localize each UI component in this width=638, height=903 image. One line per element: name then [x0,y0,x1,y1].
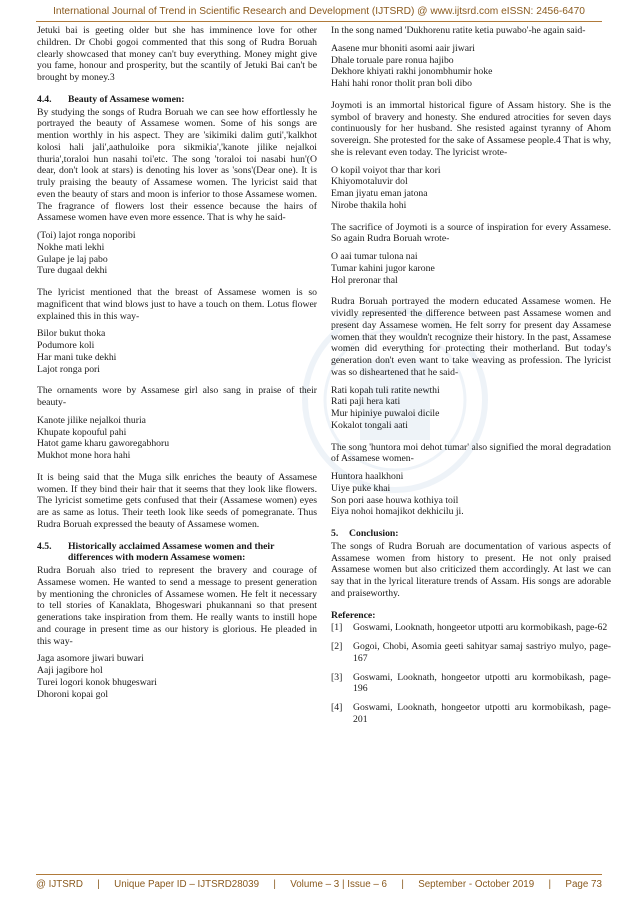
section-number: 4.5. [37,540,52,552]
verse-line: Hol preronar thal [331,274,398,286]
verse-line: Son pori aase houwa kothiya toil [331,494,459,506]
journal-header: International Journal of Trend in Scientific Research and Development (IJTSRD) @ www.ijtsrd.com eISSN: 2456-6470 [53,6,585,17]
verse-line: Aaji jagibore hol [37,665,103,676]
footer-divider: | [97,879,100,890]
reference-item [331,702,611,726]
section-title: Historically acclaimed Assamese women and their differences with modern Assamese women: [68,540,275,564]
footer-volume: Volume – 3 | Issue – 6 [290,879,387,890]
paragraph: The song 'huntora moi dehot tumar' also signified the moral degradation of Assamese women- [331,441,611,465]
verse-block [331,43,611,90]
verse-line: Uiye puke khai [331,482,391,494]
page-footer [36,879,602,890]
verse-line: Nirobe thakila hohi [331,199,407,211]
verse-block [331,165,611,212]
verse-line: Aasene mur bhoniti asomi aair jiwari [331,42,475,54]
verse-block [37,328,317,375]
right-column [331,25,611,733]
verse-line: (Toi) lajot ronga noporibi [37,230,136,241]
verse-line: Jaga asomore jiwari buwari [37,653,144,665]
reference-text: Goswami, Looknath, hongeetor utpotti aru kormobikash, page-196 [353,671,611,695]
reference-item [331,622,611,634]
reference-number: [2] [331,641,343,652]
verse-line: Tumar kahini jugor karone [331,262,435,274]
footer-paper-id: Unique Paper ID – IJTSRD28039 [114,879,260,890]
paragraph: Rudra Boruah portrayed the modern educated Assamese women. He vividly represented the difference between past Assamese women and present day Assamese women. He felt sorry for present day Assamese women that they wouldn't recognize their history. In the past, Assamese women did everything for protecting their motherland. But today's generation don't even want to take weaving as profession. The lyricist was so disheartened that he said- [331,296,611,378]
section-heading-4-5 [37,541,317,565]
paragraph: The ornaments wore by Assamese girl also sang in praise of their beauty- [37,385,317,408]
verse-line: Mukhot mone hora hahi [37,450,131,461]
paragraph: The lyricist mentioned that the breast of Assamese women is so magnificent that wind blows just to have a touch on them. Lotus flower explained this in this way- [37,287,317,322]
reference-text: Goswami, Looknath, hongeetor utpotti aru kormobikash, page-62 [353,622,608,634]
verse-line: Rati paji hera kati [331,396,401,408]
footer-divider: | [401,879,404,890]
verse-line: Nokhe mati lekhi [37,241,105,253]
section-title: Conclusion: [349,528,399,539]
footer-date: September - October 2019 [418,879,535,890]
reference-text: Gogoi, Chobi, Asomia geeti sahityar samaj sastriyo mulyo, page-167 [353,641,611,664]
paragraph: In the song named 'Dukhorenu ratite ketia puwabo'-he again said- [331,25,586,36]
section-number: 4.4. [37,93,52,105]
reference-number: [3] [331,671,343,683]
verse-line: Khupate kopouful pahi [37,426,127,438]
footer-journal: @ IJTSRD [36,879,83,890]
verse-line: Har mani tuke dekhi [37,351,117,363]
verse-line: Huntora haalkhoni [331,471,404,482]
header-rule [36,21,602,22]
verse-line: O kopil voiyot thar thar kori [331,164,441,176]
verse-block [37,230,317,277]
verse-line: Dhoroni kopai gol [37,688,109,700]
section-title: Beauty of Assamese women: [68,93,185,105]
paragraph: Joymoti is an immortal historical figure of Assam history. She is the symbol of bravery and honesty. She endured atrocities for seven days continuously for her husband. She resisted against tyranny of Ahom sovereign. She protested for the sake of Assamese people.4 That is why, she is relevant even today. The lyricist wrote- [331,99,611,158]
verse-line: Kanote jilike nejalkoi thuria [37,414,146,426]
verse-line: Turei logori konok bhugeswari [37,676,157,688]
reference-number: [1] [331,622,343,634]
verse-line: Hatot game kharu gaworegabhoru [37,438,170,450]
paragraph: It is being said that the Muga silk enriches the beauty of Assamese women. If they bind their hair that it seems that they look like flowers. The lyricist sometime gets confused that their (Assamese women) eyes are as same as lotus. Their teeth look like seeds of pomegranate. Thus Rudra Boruah expressed the beauty of Assamese women. [37,471,317,530]
verse-line: Hahi hahi ronor tholit pran boli dibo [331,78,472,89]
verse-block [331,471,611,518]
verse-block [37,653,317,700]
paragraph: Rudra Boruah also tried to represent the bravery and courage of Assamese women. He wanted to send a message to present generation by mentioning the chronicles of Assamese women. He felt it necessary to tell stories of Kanaklata, Bhogeswari phukannani so that present generations take inspiration from them. He really wants to instill hope and courage in present time as our history is glorious. He pleaded in this way- [37,565,317,647]
verse-line: Dhale toruale pare ronua hajibo [331,54,454,66]
verse-line: Eiya nohoi homajikot dekhicilu ji. [331,506,464,518]
verse-line: O aai tumar tulona nai [331,251,418,262]
reference-item [331,672,611,696]
verse-line: Podumore koli [37,340,95,351]
paragraph: By studying the songs of Rudra Boruah we can see how effortlessly he portrayed the beauty of Assamese women. Some of his songs are mention worthly in his aspect. They are 'sikimiki dalim guti','kalkhot kolosi hali jali',aathuloike pora sikmikia','kanote jilike nejalkoi thuria',toraloi hun nasahi toi'etc. The song 'toraloi toi nasabi hun'(O dear, don't look at stars) is denoting his lover as 'sons'(Dear one). It is truly praising the beauty of Assamese women. The lyricist said that even the beauty of stars and moon is inferior to those Assamese women. The fragrance of flowers lost their essence because the hairs of Assamese women have even more essence. That is why he said- [37,106,317,224]
verse-block [37,415,317,462]
verse-line: Dekhore khiyati rakhi jonombhumir hoke [331,66,493,78]
verse-line: Eman jiyatu eman jatona [331,188,428,199]
left-column [37,25,317,710]
verse-line: Rati kopah tuli ratite newthi [331,384,440,396]
section-heading-5 [331,528,611,540]
reference-item [331,641,611,665]
verse-line: Gulape je laj pabo [37,253,108,265]
references-heading: Reference: [331,609,376,621]
verse-line: Ture dugaal dekhi [37,265,108,277]
verse-block [331,385,611,432]
footer-page-number: Page 73 [565,879,602,890]
section-number: 5. [331,528,339,539]
footer-rule [36,874,602,875]
paragraph: Jetuki bai is geeting older but she has imminence love for other children. Dr Chobi gogoi commented that this song of Rudra Boruah clearly showcased that money can't buy everything. Money might give you fame, honour and prosperity, but the scantily of Jetuki Bai can't be brought by money.3 [37,25,317,83]
reference-number: [4] [331,702,343,713]
verse-line: Kokalot tongali aati [331,419,408,431]
section-heading-4-4 [37,94,317,106]
footer-divider: | [273,879,276,890]
footer-divider: | [548,879,552,890]
paragraph: The songs of Rudra Boruah are documentation of various aspects of Assamese women from history to present. He not only praised Assamese women but also criticized them accordingly. At last we can say that in the lyrical literature trends of Assam. His songs are adorable and praiseworthy. [331,540,611,599]
verse-line: Mur hipiniye puwaloi dicile [331,408,440,419]
verse-line: Bilor bukut thoka [37,328,106,340]
reference-text: Goswami, Looknath, hongeetor utpotti aru kormobikash, page-201 [353,702,611,725]
paragraph: The sacrifice of Joymoti is a source of inspiration for every Assamese. So again Rudra Boruah wrote- [331,221,611,245]
verse-line: Lajot ronga pori [37,363,100,375]
verse-block [331,251,611,286]
verse-line: Khiyomotaluvir dol [331,176,408,188]
